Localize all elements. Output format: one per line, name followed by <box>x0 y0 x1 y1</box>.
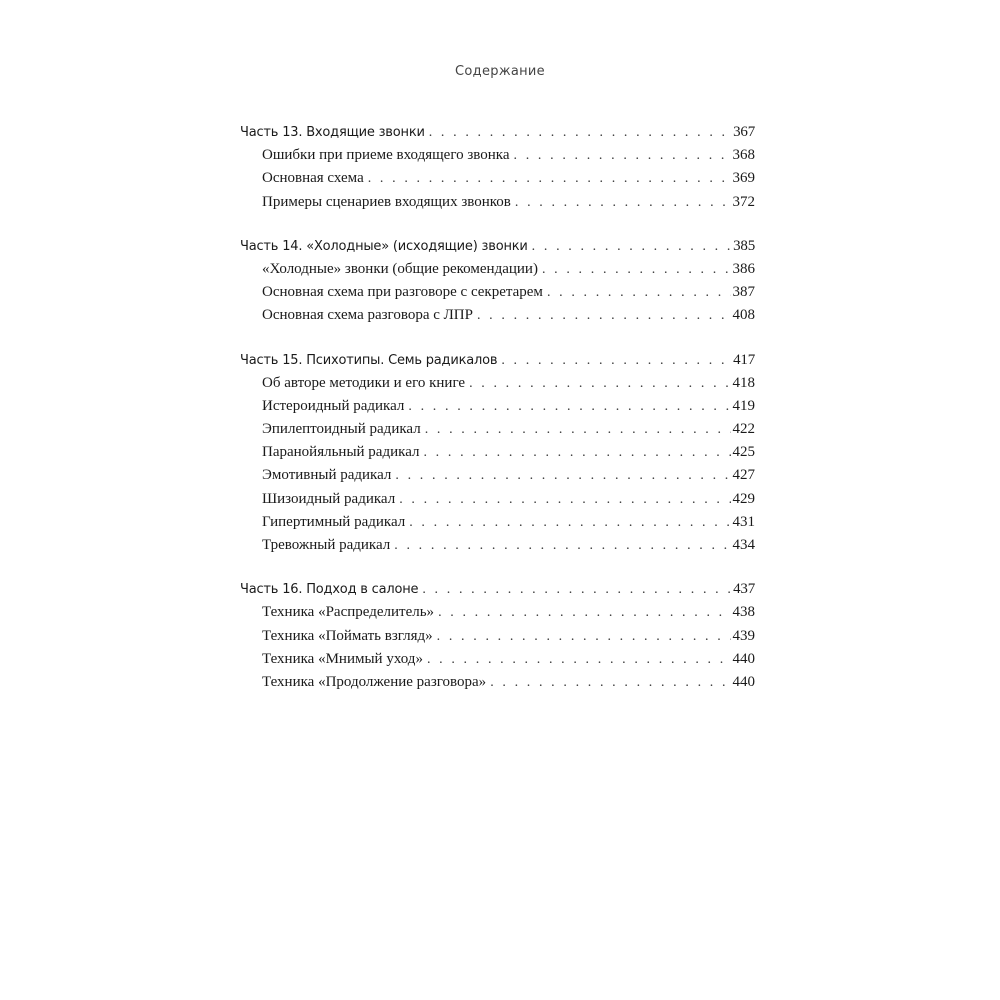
toc-entry-title: «Холодные» звонки (общие рекомендации) <box>262 260 538 277</box>
toc-part-entry[interactable] <box>240 349 755 372</box>
dot-leader <box>438 601 730 624</box>
page-number: 385 <box>733 237 755 254</box>
dot-leader <box>429 121 731 144</box>
dot-leader <box>425 418 731 441</box>
dot-leader <box>501 349 731 372</box>
page-number: 367 <box>733 124 755 140</box>
toc-entry-title: Основная схема <box>262 170 364 187</box>
page-number: 387 <box>732 284 755 301</box>
toc-entry[interactable] <box>240 534 755 557</box>
dot-leader <box>532 235 731 258</box>
page-number: 372 <box>732 193 755 210</box>
dot-leader <box>437 625 731 648</box>
toc-part-title: Часть 14. «Холодные» (исходящие) звонки <box>240 238 528 254</box>
toc-entry[interactable] <box>240 648 755 671</box>
toc-entry-title: Истероидный радикал <box>262 397 405 414</box>
toc-part-title: Часть 15. Психотипы. Семь радикалов <box>240 352 498 368</box>
toc-entry[interactable] <box>240 601 755 624</box>
toc-entry-title: Основная схема при разговоре с секретарем <box>262 284 543 301</box>
toc-entry[interactable] <box>240 464 755 487</box>
page-number: 434 <box>732 537 755 553</box>
toc-entry[interactable] <box>240 488 755 511</box>
page-number: 419 <box>732 397 755 414</box>
toc-part-title: Часть 16. Подход в салоне <box>240 582 419 598</box>
page-number: 431 <box>732 513 755 530</box>
toc-section <box>240 349 755 558</box>
toc-entry[interactable] <box>240 281 755 304</box>
page-header: Содержание <box>455 64 545 79</box>
dot-leader <box>394 534 730 557</box>
dot-leader <box>395 464 730 487</box>
toc-section <box>240 121 755 214</box>
toc-entry-title: Ошибки при приеме входящего звонка <box>262 147 510 164</box>
dot-leader <box>542 258 731 281</box>
page-number: 439 <box>732 627 755 644</box>
dot-leader <box>514 144 731 167</box>
toc-entry-title: Техника «Мнимый уход» <box>262 650 423 667</box>
dot-leader <box>547 281 731 304</box>
toc-entry-title: Тревожный радикал <box>262 537 391 553</box>
toc-part-entry[interactable] <box>240 578 755 601</box>
toc-entry[interactable] <box>240 258 755 281</box>
toc-entry[interactable] <box>240 144 755 167</box>
toc-entry-title: Об авторе методики и его книге <box>262 374 466 391</box>
toc-entry[interactable] <box>240 191 755 214</box>
dot-leader <box>423 441 730 464</box>
toc-entry[interactable] <box>240 372 755 395</box>
dot-leader <box>408 395 730 418</box>
page-number: 440 <box>732 673 755 690</box>
toc-entry[interactable] <box>240 395 755 418</box>
page-number: 418 <box>732 374 755 391</box>
page-number: 429 <box>732 490 755 507</box>
toc-entry-title: Эпилептоидный радикал <box>262 421 421 438</box>
toc-entry[interactable] <box>240 625 755 648</box>
page-number: 386 <box>732 260 755 277</box>
toc-entry-title: Шизоидный радикал <box>262 490 396 507</box>
page-number: 417 <box>733 351 755 368</box>
toc-entry-title: Техника «Продолжение разговора» <box>262 673 487 690</box>
toc-part-title: Часть 13. Входящие звонки <box>240 125 425 140</box>
page-number: 438 <box>732 604 755 621</box>
toc-part-entry[interactable] <box>240 235 755 258</box>
dot-leader <box>368 167 731 190</box>
toc-entry-title: Техника «Распределитель» <box>262 604 435 621</box>
dot-leader <box>427 648 731 671</box>
toc-entry[interactable] <box>240 304 755 327</box>
page-number: 368 <box>732 147 755 164</box>
toc-entry-title: Примеры сценариев входящих звонков <box>262 193 511 210</box>
toc-section <box>240 235 755 328</box>
dot-leader <box>399 488 730 511</box>
table-of-contents <box>240 121 755 715</box>
toc-section <box>240 578 755 694</box>
toc-part-entry[interactable] <box>240 121 755 144</box>
toc-entry-title: Паранойяльный радикал <box>262 444 420 461</box>
page-number: 427 <box>732 467 755 484</box>
dot-leader <box>422 578 731 601</box>
toc-entry-title: Основная схема разговора с ЛПР <box>262 307 473 324</box>
page-number: 437 <box>733 581 755 598</box>
toc-entry-title: Техника «Поймать взгляд» <box>262 627 433 644</box>
dot-leader <box>490 671 730 694</box>
toc-entry-title: Эмотивный радикал <box>262 467 392 484</box>
toc-entry[interactable] <box>240 441 755 464</box>
page-number: 440 <box>732 650 755 667</box>
dot-leader <box>477 304 731 327</box>
dot-leader <box>469 372 730 395</box>
toc-entry[interactable] <box>240 418 755 441</box>
dot-leader <box>409 511 730 534</box>
page-number: 408 <box>732 307 755 324</box>
page-number: 422 <box>732 421 755 438</box>
toc-entry[interactable] <box>240 671 755 694</box>
page-number: 425 <box>732 444 755 461</box>
toc-entry-title: Гипертимный радикал <box>262 513 406 530</box>
toc-entry[interactable] <box>240 511 755 534</box>
toc-entry[interactable] <box>240 167 755 190</box>
dot-leader <box>515 191 731 214</box>
page-number: 369 <box>732 170 755 187</box>
